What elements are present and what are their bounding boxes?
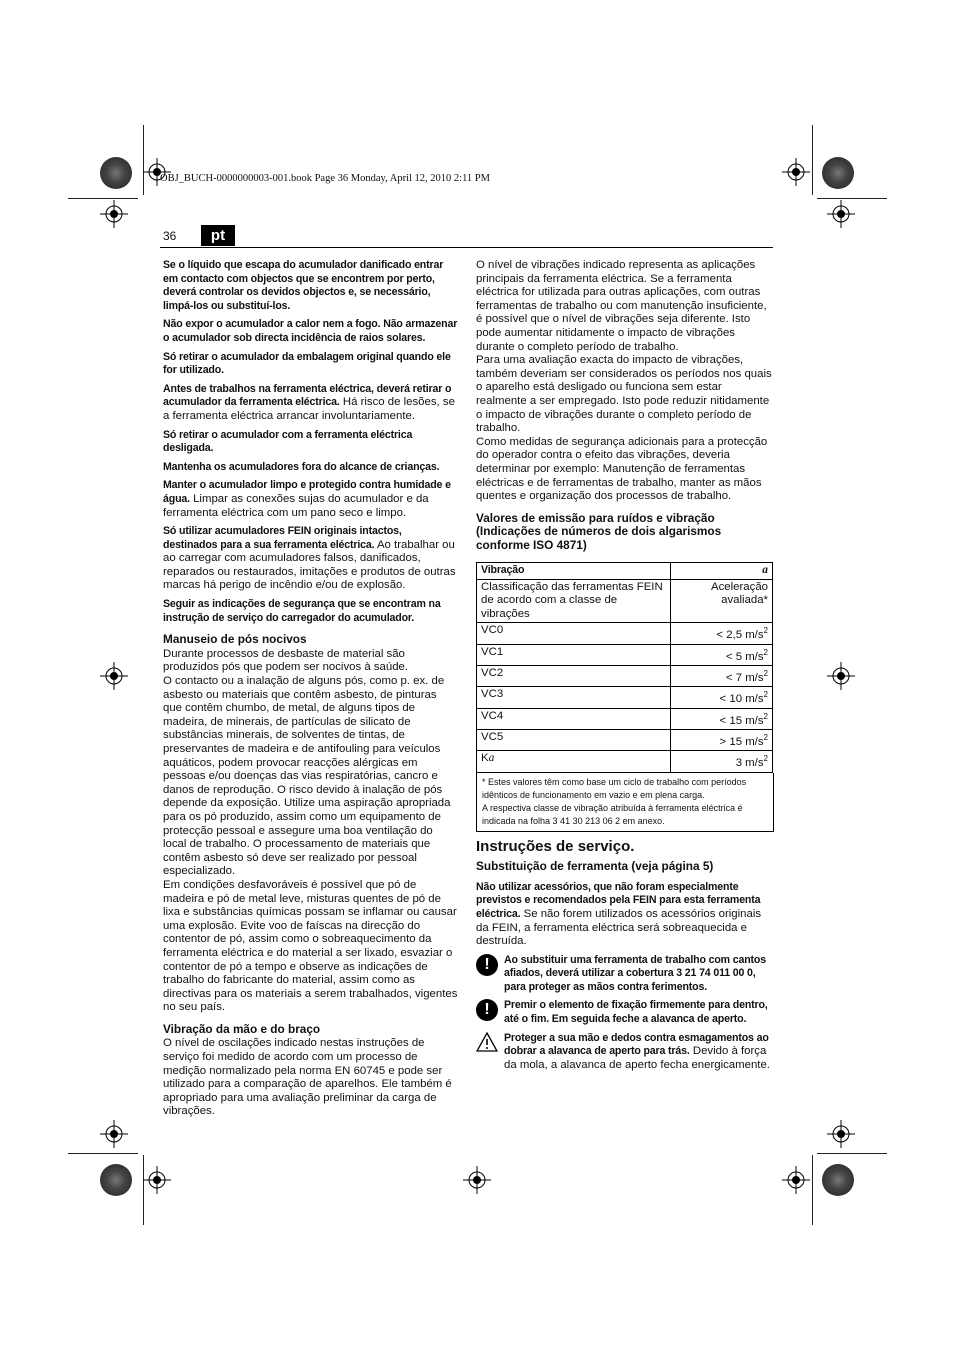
section-heading: Substituição de ferramenta (veja página 5) (476, 859, 714, 874)
table-row: VC2 < 7 $m/s^2$ (477, 666, 773, 687)
safety-paragraph: Só retirar o acumulador com a ferramenta eléctrica desligada. (163, 428, 413, 455)
crosshair-icon (100, 1120, 128, 1148)
crosshair-icon (463, 1166, 491, 1194)
body-paragraph: Em condições desfavoráveis é possível que pó de madeira e pó de metal leve, misturas quentes de pó de lixa e substâncias químicas possam se inflamar ou causar uma explosão. Evite voo de faíscas na direcção do contentor de pó, assim como o sobreaquecimento da ferramenta eléctrica e do material a ser lixado, esvaziar o contentor de pó a tempo e observe as indicações de trabalho do fabricante do material, assim como as directivas para os materiais a serem trabalhados, vigentes no seu país. (163, 878, 458, 1014)
crop-mark (817, 1153, 887, 1154)
table-row: VC0 < 2,5 $m/s^2$ (477, 623, 773, 644)
safety-paragraph: Seguir as indicações de segurança que se encontram na instrução de serviço do carregador do acumulador. (163, 598, 441, 624)
registration-disc-icon (100, 1164, 132, 1196)
body-paragraph: Para uma avaliação exacta do impacto de vibrações, também deveriam ser considerados os períodos nos quais o aparelho está desligado ou funciona sem estar realmente a ser empregado. Isto pode reduzir nitidamente o impacto de vibrações durante o completo período de trabalho. (476, 354, 772, 435)
crop-mark (68, 198, 138, 199)
header-rule (160, 247, 773, 248)
crosshair-icon (100, 200, 128, 228)
table-footnote: * Estes valores têm como base um ciclo de trabalho com períodos idênticos de funcionamento em vazio e em plena carga. (482, 776, 747, 800)
section-title: Instruções de serviço. (476, 837, 635, 855)
page-number: 36 (163, 229, 177, 243)
table-notes (476, 773, 774, 832)
table-row: VC1 < 5 $m/s^2$ (477, 644, 773, 665)
table-footnote: A respectiva classe de vibração atribuída à ferramenta eléctrica é indicada na folha 3 41 30 213 06 2 em anexo. (482, 802, 743, 826)
file-info-line: OBJ_BUCH-0000000003-001.book Page 36 Monday, April 12, 2010 2:11 PM (160, 173, 490, 184)
table-cell: Classificação das ferramentas FEIN de acordo com a classe de vibrações (477, 579, 671, 623)
body-paragraph: Não utilizar acessórios, que não foram especialmente previstos e recomendados pela FEIN para esta ferramenta eléctrica. Se não forem utilizados os acessórios originais da FEIN, a ferramenta eléctrica será sobreaquecida e destruída. (476, 880, 762, 948)
caution-triangle-icon (476, 1032, 498, 1052)
stop-warning-icon: ! (476, 999, 498, 1021)
table-header-cell: Vibração (477, 563, 671, 580)
registration-disc-icon (822, 1164, 854, 1196)
crosshair-icon (782, 158, 810, 186)
crosshair-icon (827, 200, 855, 228)
registration-disc-icon (822, 157, 854, 189)
body-paragraph: Como medidas de segurança adicionais para a protecção do operador contra o efeito das vibrações, deveria determinar por exemplo: Manutenção de ferramentas eléctricas e de ferramentas de trabalho, manter as mãos quentes e organização dos processos de trabalho. (476, 435, 768, 503)
crop-mark (68, 1153, 138, 1154)
crop-mark (812, 125, 813, 195)
table-cell: Aceleração avaliada* (671, 579, 773, 623)
table-row: VC3 < 10 $m/s^2$ (477, 687, 773, 708)
body-paragraph: Durante processos de desbaste de material são produzidos pós que podem ser nocivos à saúde. (163, 647, 409, 674)
safety-paragraph: Não expor o acumulador a calor nem a fogo. Não armazenar o acumulador sob directa incidência de raios solares. (163, 318, 458, 344)
body-paragraph: O nível de vibrações indicado representa as aplicações principais da ferramenta eléctrica. Se a ferramenta eléctrica for utilizada para outras aplicações, com outras ferramentas de trabalho ou com manutenção insuficiente, é possível que o nível de vibrações seja diferente. Isto pode aumentar nitidamente o impacto de vibrações durante o completo período de trabalho. (476, 259, 767, 353)
crosshair-icon (782, 1166, 810, 1194)
language-badge: pt (201, 225, 235, 246)
table-row: Ka 3 $m/s^2$ (477, 751, 773, 772)
safety-paragraph: Antes de trabalhos na ferramenta eléctrica, deverá retirar o acumulador da ferramenta eléctrica. Há risco de lesões, se a ferramenta eléctrica arrancar involuntariamente. (163, 382, 455, 422)
body-paragraph: O nível de oscilações indicado nestas instruções de serviço foi medido de acordo com um processo de medição normalizado pela norma EN 60745 e pode ser utilizado para a comparação de aparelhos. Ele também é apropriado para uma avaliação preliminar da carga de vibrações. (163, 1037, 452, 1118)
registration-disc-icon (100, 157, 132, 189)
safety-paragraph: Só utilizar acumuladores FEIN originais intactos, destinados para a sua ferramenta eléctrica. Ao trabalhar ou ao carregar com acumuladores falsos, danificados, reparados ou restaurados, imitações e produtos de outras marcas há perigo de incêndio e/ou de explosão. (163, 525, 456, 592)
left-column (163, 259, 458, 1124)
right-column (476, 259, 773, 1077)
section-heading: Vibração da mão e do braço (163, 1021, 321, 1036)
safety-paragraph: Só retirar o acumulador da embalagem original quando ele for utilizado. (163, 350, 451, 377)
warning-item: ! Ao substituir uma ferramenta de trabalho com cantos afiados, deverá utilizar a cobertura 3 21 74 011 00 0, para proteger as mãos contra ferimentos. (476, 954, 773, 995)
warning-item: ! Premir o elemento de fixação firmemente para dentro, até o fim. Em seguida feche a alavanca de aperto. (476, 999, 773, 1026)
safety-paragraph: Mantenha os acumuladores fora do alcance de crianças. (163, 460, 440, 473)
section-heading: Manuseio de pós nocivos (163, 632, 307, 647)
crop-mark (817, 198, 887, 199)
stop-warning-icon: ! (476, 954, 498, 976)
section-heading: Valores de emissão para ruídos e vibração (Indicações de números de dois algarismos conforme ISO 4871) (476, 510, 722, 552)
crosshair-icon (100, 662, 128, 690)
warning-item: Proteger a sua mão e dedos contra esmagamentos ao dobrar a alavanca de aperto para trás. Devido à força da mola, a alavanca de aperto fecha energicamente. (476, 1032, 773, 1073)
safety-paragraph: Se o líquido que escapa do acumulador danificado entrar em contacto com objectos que se encontrem por perto, deverá controlar os devidos objectos e, se necessário, limpá-los ou substituí-los. (163, 259, 444, 312)
crosshair-icon (143, 1166, 171, 1194)
body-paragraph: O contacto ou a inalação de alguns pós, como p. ex. de asbesto ou materiais que contêm asbesto, de pinturas que contêm chumbo, de metal, de alguns tipos de madeira, de minerais, de partículas de silicato de substâncias minerais, de solventes de tintas, de preservantes de madeira e de antifouling para veículos aquáticos, podem provocar reacções alérgicas em pessoas e/ou doenças das vias respiratórias, cancro e danos de reprodução. O risco devido à inalação de pós depende da exposição. Utilize uma aspiração apropriada para os pó produzido, assim como um equipamento de protecção pessoal e assegure uma boa ventilação do local de trabalho. O processamento de materiais que contêm asbesto só deve ser realizado por pessoal especializado. (163, 675, 451, 878)
table-header-cell: a (671, 563, 773, 580)
vibration-table (476, 562, 773, 772)
safety-paragraph: Manter o acumulador limpo e protegido contra humidade e água. Limpar as conexões sujas do acumulador e da ferramenta eléctrica com um pano seco e limpo. (163, 479, 451, 519)
table-row: VC5 > 15 $m/s^2$ (477, 729, 773, 750)
crosshair-icon (827, 662, 855, 690)
crop-mark (812, 1155, 813, 1225)
crosshair-icon (827, 1120, 855, 1148)
table-row: VC4 < 15 $m/s^2$ (477, 708, 773, 729)
